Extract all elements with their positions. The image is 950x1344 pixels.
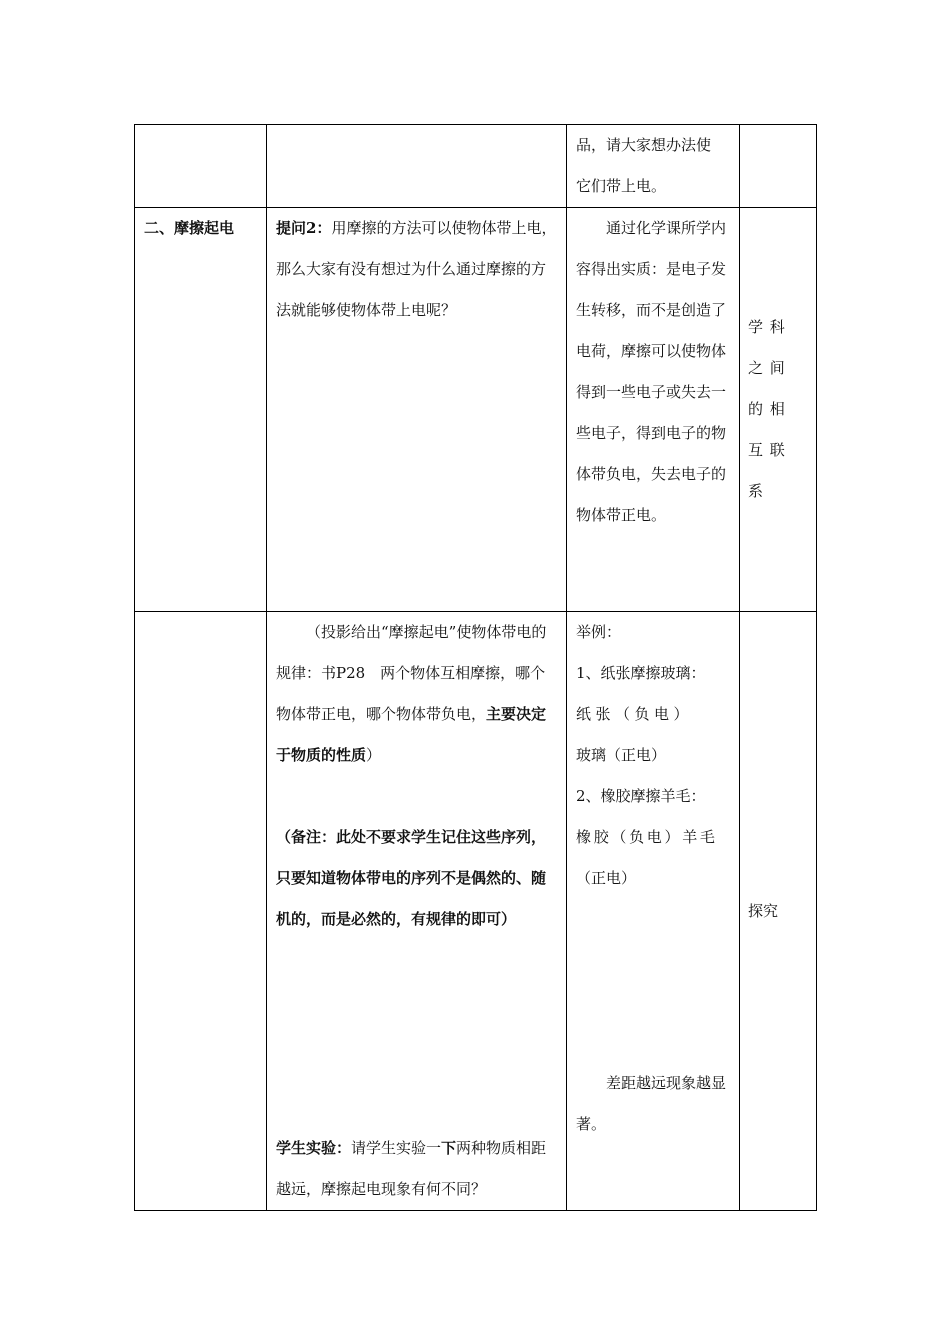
student-activity-cell	[567, 208, 740, 612]
projection-emphasis: 主要决定于物质的性质	[276, 705, 547, 764]
example-2-b: （正电）	[576, 869, 637, 887]
example-1-head: 1、纸张摩擦玻璃：	[576, 664, 706, 682]
example-1-b: 玻璃（正电）	[576, 746, 667, 764]
question-label: 提问2：	[276, 219, 332, 237]
question-paragraph	[276, 208, 557, 331]
stage-cell	[135, 208, 267, 612]
conclusion-text: 差距越远现象越显著。	[576, 1074, 727, 1133]
teacher-activity-cell	[267, 612, 567, 1211]
design-intent-cell	[740, 125, 817, 208]
projection-paragraph: （投影给出“摩擦起电”使物体带电的规律：书P28 两个物体互相摩擦，哪个物体带正电，哪个物体带负电，主要决定于物质的性质）	[276, 623, 547, 764]
examples-title: 举例：	[576, 623, 622, 641]
design-intent-text: 学科之间的相互联系	[748, 318, 792, 500]
table-row	[135, 208, 817, 612]
spacer	[576, 899, 730, 1063]
cell-line: 它们带上电。	[576, 177, 667, 195]
question-text: 用摩擦的方法可以使物体带上电，那么大家有没有想过为什么通过摩擦的方法就能够使物体带上电呢？	[276, 219, 557, 319]
explanation-text: 通过化学课所学内容得出实质：是电子发生转移，而不是创造了电荷，摩擦可以使物体得到一些电子或失去一些电子，得到电子的物体带负电，失去电子的物体带正电。	[576, 219, 727, 524]
design-intent-cell	[740, 208, 817, 612]
lesson-plan-table	[134, 124, 817, 1211]
teacher-activity-cell	[267, 125, 567, 208]
student-activity-cell	[567, 612, 740, 1211]
table-row	[135, 612, 817, 1211]
experiment-label: 学生实验：	[276, 1139, 352, 1157]
cell-line: 品，请大家想办法使	[576, 136, 712, 154]
example-2-a: 橡胶（负电）羊毛	[576, 828, 718, 846]
spacer	[276, 776, 557, 817]
spacer	[276, 940, 557, 1128]
design-intent-cell	[740, 612, 817, 1211]
example-1-a: 纸张（负电）	[576, 705, 694, 723]
note-paragraph: （备注：此处不要求学生记住这些序列，只要知道物体带电的序列不是偶然的、随机的，而是必然的，有规律的即可）	[276, 828, 547, 928]
stage-cell	[135, 612, 267, 1211]
design-intent-text: 探究	[748, 901, 779, 920]
experiment-paragraph: 学生实验：请学生实验一下两种物质相距越远，摩擦起电现象有何不同？	[276, 1139, 547, 1198]
stage-title: 二、摩擦起电	[144, 219, 235, 237]
teacher-activity-cell	[267, 208, 567, 612]
example-2-head: 2、橡胶摩擦羊毛：	[576, 787, 706, 805]
table-row	[135, 125, 817, 208]
student-activity-cell	[567, 125, 740, 208]
stage-cell	[135, 125, 267, 208]
